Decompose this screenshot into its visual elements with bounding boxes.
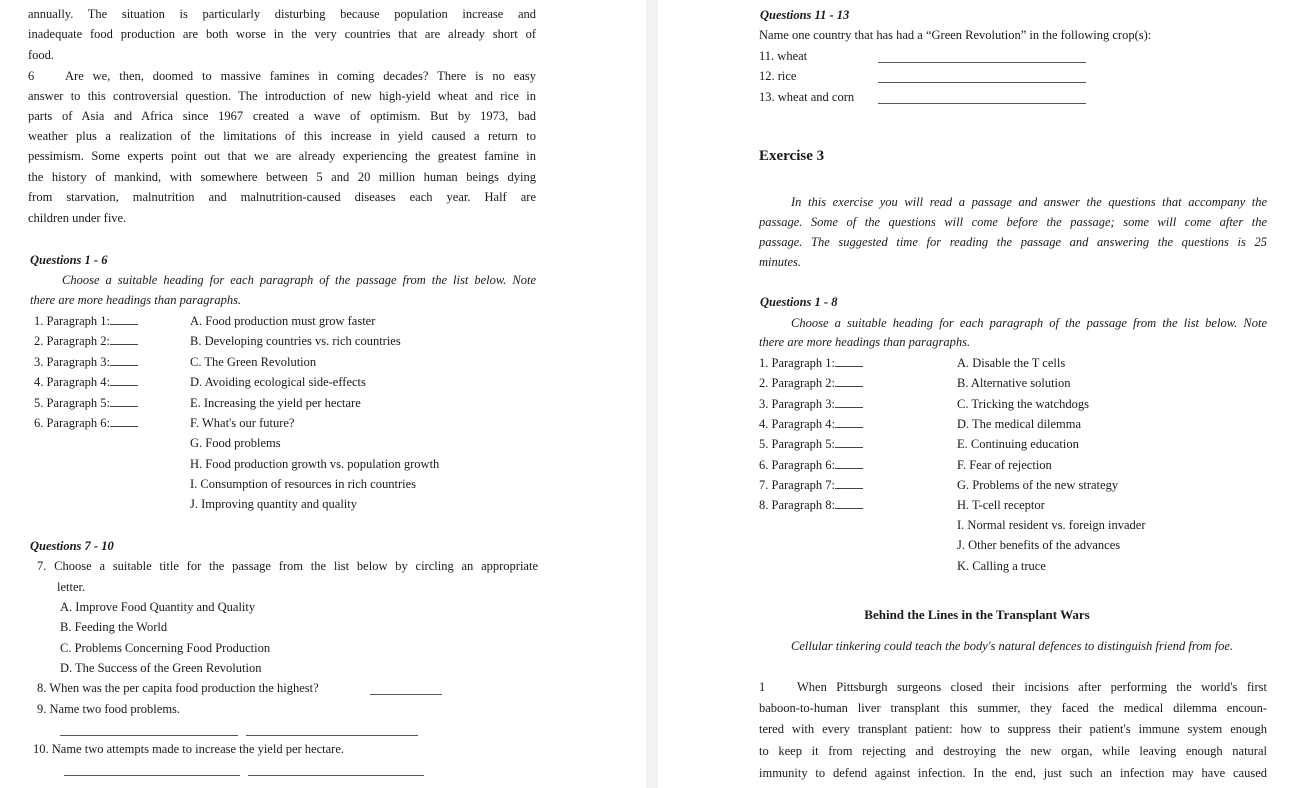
answer-line[interactable] xyxy=(64,775,240,776)
paragraph-number: 1 xyxy=(759,680,766,694)
answer-line[interactable] xyxy=(248,775,424,776)
body-text-line: annually. The situation is particularly disturbing because population increase and xyxy=(28,7,536,21)
heading-option: D. The medical dilemma xyxy=(957,417,1082,431)
heading-option: D. Avoiding ecological side-effects xyxy=(190,375,366,389)
question-9: 9. Name two food problems. xyxy=(37,702,181,716)
answer-line[interactable] xyxy=(370,694,442,695)
body-text-line: to keep it from rejecting and destroying the new organ, while leaving enough natural xyxy=(759,744,1267,758)
paragraph-answer-slot[interactable]: 3. Paragraph 3: xyxy=(759,394,863,414)
heading-option: G. Problems of the new strategy xyxy=(957,478,1119,492)
heading-option: A. Food production must grow faster xyxy=(190,314,376,328)
intro-line: passage. The suggested time for reading the passage and answering the questions is 25 xyxy=(759,235,1267,249)
instruction-line: Choose a suitable heading for each paragraph of the passage from the list below. Note xyxy=(62,273,536,287)
question-8: 8. When was the per capita food production the highest? xyxy=(37,681,319,695)
paragraph-answer-slot[interactable]: 6. Paragraph 6: xyxy=(759,455,863,475)
instruction-line: Choose a suitable heading for each paragraph of the passage from the list below. Note xyxy=(791,316,1267,330)
paragraph-answer-slot[interactable]: 1. Paragraph 1: xyxy=(759,353,863,373)
paragraph-answer-slot[interactable]: 4. Paragraph 4: xyxy=(759,414,863,434)
question-10: 10. Name two attempts made to increase the yield per hectare. xyxy=(33,742,344,756)
heading-option: A. Disable the T cells xyxy=(957,356,1066,370)
questions-1-8-heading: Questions 1 - 8 xyxy=(760,295,838,309)
paragraph-answer-slot[interactable]: 1. Paragraph 1: xyxy=(34,311,138,331)
body-text-line: Are we, then, doomed to massive famines in coming decades? There is no easy xyxy=(65,69,536,83)
questions-7-10-heading: Questions 7 - 10 xyxy=(30,539,114,553)
heading-option: C. Tricking the watchdogs xyxy=(957,397,1089,411)
body-text-line: children under five. xyxy=(28,211,127,225)
crop-item: 13. wheat and corn xyxy=(759,90,855,104)
exercise-title: Exercise 3 xyxy=(759,148,825,164)
questions-1-6-heading: Questions 1 - 6 xyxy=(30,253,108,267)
left-page xyxy=(0,0,646,788)
body-text-line: tered with every transplant patient: how to suppress their patient's immune system enough xyxy=(759,722,1267,736)
paragraph-answer-slot[interactable]: 5. Paragraph 5: xyxy=(34,393,138,413)
paragraph-answer-slot[interactable]: 5. Paragraph 5: xyxy=(759,434,863,454)
paragraph-answer-slot[interactable]: 2. Paragraph 2: xyxy=(759,373,863,393)
heading-option: J. Improving quantity and quality xyxy=(190,497,357,511)
body-text-line: from starvation, malnutrition and malnutrition-caused diseases each year. Half are xyxy=(28,190,536,204)
crop-item: 11. wheat xyxy=(759,49,808,63)
body-text-line: immunity to defend against infection. In the end, just such an infection may have caused xyxy=(759,766,1267,780)
paragraph-answer-slot[interactable]: 8. Paragraph 8: xyxy=(759,495,863,515)
heading-option: H. T-cell receptor xyxy=(957,498,1045,512)
question-7-continued: letter. xyxy=(57,580,86,594)
intro-line: In this exercise you will read a passage and answer the questions that accompany the xyxy=(791,195,1267,209)
instruction-line: there are more headings than paragraphs. xyxy=(30,293,242,307)
instruction-line: there are more headings than paragraphs. xyxy=(759,335,971,349)
heading-option: B. Developing countries vs. rich countries xyxy=(190,334,401,348)
crop-item: 12. rice xyxy=(759,69,797,83)
body-text-line: parts of Asia and Africa since 1967 created a wave of optimism. But by 1973, bad xyxy=(28,109,536,123)
answer-line[interactable] xyxy=(246,735,418,736)
heading-option: G. Food problems xyxy=(190,436,281,450)
article-title: Behind the Lines in the Transplant Wars xyxy=(864,607,1090,622)
heading-option: H. Food production growth vs. population growth xyxy=(190,457,440,471)
heading-option: K. Calling a truce xyxy=(957,559,1046,573)
body-text-line: weather plus a realization of the limitations of this increase in yield caused a return to xyxy=(28,129,536,143)
intro-line: passage. Some of the questions will come before the passage; some will come after the xyxy=(759,215,1267,229)
paragraph-answer-slot[interactable]: 4. Paragraph 4: xyxy=(34,372,138,392)
body-text-line: inadequate food production are both worse in the very countries that are already short of xyxy=(28,27,536,41)
answer-option[interactable]: D. The Success of the Green Revolution xyxy=(60,661,262,675)
body-text-line: the history of mankind, with somewhere between 5 and 20 million human beings dying xyxy=(28,170,536,184)
heading-option: E. Increasing the yield per hectare xyxy=(190,396,361,410)
answer-line[interactable] xyxy=(60,735,238,736)
body-text-line: baboon-to-human liver transplant this summer, they faced the medical dilemma encoun- xyxy=(759,701,1267,715)
heading-option: F. What's our future? xyxy=(190,416,295,430)
question-7: 7. Choose a suitable title for the passage from the list below by circling an appropriate xyxy=(37,559,538,573)
intro-line: minutes. xyxy=(759,255,802,269)
body-text-line: answer to this controversial question. The introduction of new high-yield wheat and rice in xyxy=(28,89,536,103)
right-page xyxy=(658,0,1296,788)
heading-option: I. Normal resident vs. foreign invader xyxy=(957,518,1146,532)
heading-option: J. Other benefits of the advances xyxy=(957,538,1121,552)
heading-option: E. Continuing education xyxy=(957,437,1079,451)
paragraph-answer-slot[interactable]: 6. Paragraph 6: xyxy=(34,413,138,433)
answer-line[interactable] xyxy=(878,62,1086,63)
answer-option[interactable]: B. Feeding the World xyxy=(60,620,168,634)
paragraph-answer-slot[interactable]: 2. Paragraph 2: xyxy=(34,331,138,351)
heading-option: B. Alternative solution xyxy=(957,376,1071,390)
heading-option: F. Fear of rejection xyxy=(957,458,1052,472)
body-text-line: food. xyxy=(28,48,55,62)
heading-option: C. The Green Revolution xyxy=(190,355,317,369)
paragraph-number: 6 xyxy=(28,69,35,83)
questions-11-13-heading: Questions 11 - 13 xyxy=(760,8,850,22)
article-subtitle: Cellular tinkering could teach the body's natural defences to distinguish friend from foe. xyxy=(791,639,1234,653)
answer-option[interactable]: A. Improve Food Quantity and Quality xyxy=(60,600,256,614)
body-text-line: pessimism. Some experts point out that we are already experiencing the greatest famine in xyxy=(28,149,536,163)
paragraph-answer-slot[interactable]: 3. Paragraph 3: xyxy=(34,352,138,372)
body-text-line: When Pittsburgh surgeons closed their incisions after performing the world's first xyxy=(797,680,1267,694)
answer-line[interactable] xyxy=(878,82,1086,83)
answer-option[interactable]: C. Problems Concerning Food Production xyxy=(60,641,271,655)
instruction-line: Name one country that has had a “Green Revolution” in the following crop(s): xyxy=(759,28,1152,42)
answer-line[interactable] xyxy=(878,103,1086,104)
heading-option: I. Consumption of resources in rich countries xyxy=(190,477,416,491)
paragraph-answer-slot[interactable]: 7. Paragraph 7: xyxy=(759,475,863,495)
